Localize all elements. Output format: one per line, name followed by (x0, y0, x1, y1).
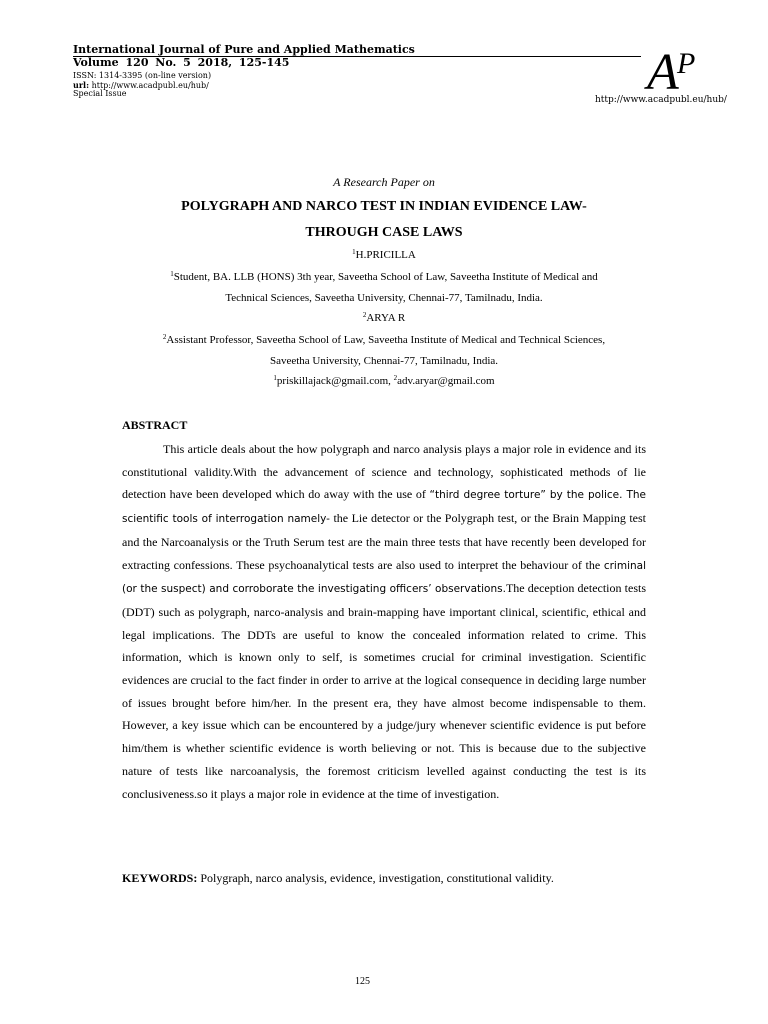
logo-letter-p: P (677, 47, 696, 80)
affiliation-1-line-2: Technical Sciences, Saveetha University, Chennai-77, Tamilnadu, India. (225, 292, 543, 304)
author-2 (0, 312, 768, 324)
abstract-text-alt-2: criminal (or the suspect) and corroborate the investigating officers’ observations. (122, 559, 646, 596)
abstract-text-2: the Lie detector or the Polygraph test, or the Brain Mapping test and the Narcoanalysis or the Truth Serum test are the main three tests that have recently been developed for extracting confessions. These psychoanalytical tests are also used to interpret the behaviour of the (122, 511, 646, 572)
keywords-text: Polygraph, narco analysis, evidence, investigation, constitutional validity. (197, 871, 554, 885)
author-emails (0, 375, 768, 387)
affiliation-2-text: Assistant Professor, Saveetha School of Law, Saveetha Institute of Medical and Technical Sciences, (166, 334, 606, 346)
journal-header (73, 43, 745, 113)
author-1-name: H.PRICILLA (355, 249, 416, 261)
paper-title-line-2: THROUGH CASE LAWS (305, 225, 463, 240)
volume-line: Volume 120 No. 5 2018, 125-145 (73, 56, 290, 69)
publisher-logo (639, 43, 709, 93)
issn-line: ISSN: 1314-3395 (on-line version) (73, 71, 212, 80)
page-number: 125 (355, 976, 370, 987)
abstract-paragraph (122, 438, 646, 805)
author-2-mark: 2 (362, 311, 367, 319)
publisher-url[interactable]: http://www.acadpubl.eu/hub/ (595, 95, 727, 105)
url-label: url: (73, 80, 90, 90)
special-issue-label: Special Issue (73, 89, 127, 98)
author-2-name: ARYA R (366, 312, 406, 324)
author-1-mark: 1 (352, 248, 356, 256)
affiliation-1-line-1 (0, 271, 768, 283)
abstract-heading: ABSTRACT (122, 418, 188, 432)
keywords-line (122, 871, 646, 886)
affiliation-2-mark: 2 (162, 333, 167, 341)
abstract-body (122, 438, 646, 805)
email-1[interactable]: priskillajack@gmail.com, (276, 375, 394, 387)
abstract-text-alt-1: “third degree torture” by the police. The scientific tools of interrogation namely- (122, 489, 647, 526)
affiliation-2-line-2: Saveetha University, Chennai-77, Tamilnadu, India. (269, 355, 499, 367)
pre-title: A Research Paper on (333, 175, 435, 189)
url-value[interactable]: http://www.acadpubl.eu/hub/ (91, 81, 209, 90)
keywords-label: KEYWORDS: (122, 871, 198, 885)
affiliation-1-mark: 1 (170, 270, 174, 278)
affiliation-1-text: Student, BA. LLB (HONS) 3th year, Saveetha School of Law, Saveetha Institute of Medical and (173, 271, 598, 283)
affiliation-2-line-1 (0, 334, 768, 346)
email-1-mark: 1 (273, 374, 277, 382)
email-2[interactable]: adv.aryar@gmail.com (397, 375, 495, 387)
logo-letter-a: A (647, 44, 679, 93)
author-1 (0, 249, 768, 261)
paper-title-line-1: POLYGRAPH AND NARCO TEST IN INDIAN EVIDENCE LAW- (181, 199, 587, 214)
abstract-text-1: This article deals about the how polygraph and narco analysis plays a major role in evidence and its constitutional validity.With the advancement of science and technology, sophisticated methods of lie detection have been developed which do away with the use of (122, 442, 646, 502)
email-2-mark: 2 (393, 374, 398, 382)
abstract-text-3: The deception detection tests (DDT) such as polygraph, narco-analysis and brain-mapping have important clinical, scientific, ethical and legal implications. The DDTs are useful to know the concealed information related to crime. This information, which is known only to self, is sometimes crucial for criminal investigation. Scientific evidences are crucial to the fact finder in order to arrive at the logical consequence in deciding large number of issues brought before him/her. In the present era, they have almost become indispensable to them. However, a key issue which can be encountered by a judge/jury whenever scientific evidence is put before him/them is whether scientific evidence is worth believing or not. This is because due to the subjective nature of tests like narcoanalysis, the foremost criticism levelled against conducting the test is its conclusiveness.so it plays a major role in evidence at the time of investigation. (122, 581, 646, 801)
journal-title: International Journal of Pure and Applied Mathematics (73, 43, 415, 56)
